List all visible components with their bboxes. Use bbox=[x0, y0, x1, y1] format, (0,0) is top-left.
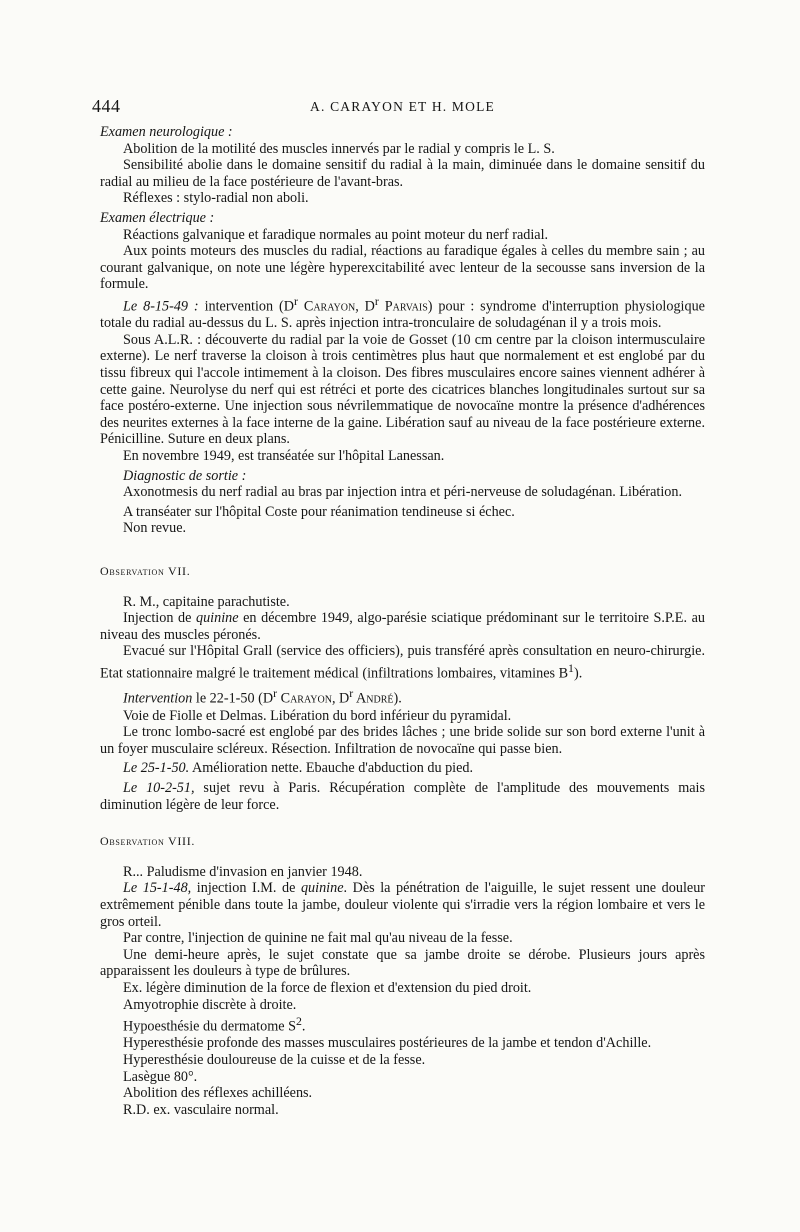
exam-elec-line: Aux points moteurs des muscles du radial, réactions au faradique égales à celles du membre sain ; au courant galvanique, on note une légère hyperexcitabilité avec lenteur de la secousse sans inversion de la formule. bbox=[100, 243, 705, 293]
exam-neuro-line: Réflexes : stylo-radial non aboli. bbox=[123, 190, 309, 207]
paragraph: Une demi-heure après, le sujet constate que sa jambe droite se dérobe. Plusieurs jours après apparaissent les douleurs à type de brûlures. bbox=[100, 946, 705, 980]
observation-heading bbox=[100, 563, 705, 580]
paragraph: R.D. ex. vasculaire normal. bbox=[123, 1101, 279, 1118]
surgeon-name: Carayon bbox=[297, 298, 356, 315]
paragraph: Hyperesthésie profonde des masses musculaires postérieures de la jambe et tendon d'Achille. bbox=[123, 1035, 652, 1052]
paragraph bbox=[100, 780, 705, 813]
paragraph bbox=[100, 1013, 705, 1035]
text: Amélioration nette. Ebauche d'abduction du pied. bbox=[189, 760, 474, 777]
text: injection I.M. de bbox=[191, 880, 301, 897]
date: Le 15-1-48, bbox=[123, 880, 192, 897]
paragraph: Par contre, l'injection de quinine ne fait mal qu'au niveau de la fesse. bbox=[123, 930, 513, 947]
text: sujet revu à Paris. Récupération complète de l'amplitude des mouvements mais diminution légère de leur force. bbox=[100, 779, 705, 813]
surgeon-name: Carayon bbox=[277, 691, 332, 708]
drug-name: quinine bbox=[300, 880, 344, 897]
text: Injection de bbox=[123, 610, 196, 627]
exam-neuro-line: Sensibilité abolie dans le domaine sensitif du radial à la main, diminuée dans le domaine sensitif du radial au milieu de la face postérieure de l'avant-bras. bbox=[100, 157, 705, 190]
page-body bbox=[100, 124, 705, 1118]
followup-line: A transéater sur l'hôpital Coste pour réanimation tendineuse si échec. bbox=[123, 503, 515, 520]
intervention-date: Le 8-15-49 : bbox=[123, 298, 199, 315]
text: , D bbox=[355, 298, 375, 315]
date: Le 25-1-50. bbox=[123, 760, 190, 777]
text: intervention (D bbox=[198, 298, 294, 315]
surgeon-name: André bbox=[353, 691, 394, 708]
exam-neuro-heading: Examen neurologique : bbox=[100, 124, 233, 140]
diagnosis-heading: Diagnostic de sortie : bbox=[123, 467, 247, 484]
superscript: 2 bbox=[295, 1014, 302, 1029]
text: . bbox=[301, 1018, 306, 1035]
superscript: r bbox=[294, 293, 298, 308]
heading-text: Observation VII. bbox=[100, 563, 191, 578]
surgeon-name: Parvais bbox=[378, 298, 428, 315]
intervention-label: Intervention bbox=[123, 691, 193, 708]
text: Evacué sur l'Hôpital Grall (service des officiers), puis transféré après consultation en neuro-chirurgie. Etat stationnaire malgré le traitement médical (infiltrations lombaires, vitamines B bbox=[100, 643, 705, 682]
superscript: r bbox=[374, 293, 379, 308]
drug-name: quinine bbox=[195, 610, 239, 627]
paragraph: Ex. légère diminution de la force de flexion et d'extension du pied droit. bbox=[123, 979, 532, 996]
exam-elec-line: Réactions galvanique et faradique normales au point moteur du nerf radial. bbox=[123, 226, 549, 243]
paragraph: Hyperesthésie douloureuse de la cuisse et de la fesse. bbox=[123, 1052, 426, 1069]
text: le 22-1-50 (D bbox=[192, 691, 274, 708]
operation-paragraph: Sous A.L.R. : découverte du radial par la voie de Gosset (10 cm centre par la cloison intermusculaire externe). Le nerf traverse la cloison à trois centimètres plus haut que normalement et est englobé par du tissu fibreux qui l'accole intimement à la cloison. Des fibres musculaires encore saines viennent adhérer à cette gaine. Neurolyse du nerf qui est rétréci et porte des cicatrices blanches longitudinales surtout sur sa face postéro-externe. Une injection sous névrilemmatique de novocaïne montre la présence d'adhérences des neurites externes à la face interne de la gaine. Libération sauf au niveau de la face postérieure externe. Pénicilline. Suture en deux plans. bbox=[100, 331, 705, 448]
superscript: r bbox=[349, 686, 354, 701]
text: ). bbox=[573, 665, 583, 682]
text: en décembre 1949, algo-parésie sciatique prédominant sur le territoire S.P.E. au niveau des muscles péronés. bbox=[100, 610, 705, 643]
paragraph: Amyotrophie discrète à droite. bbox=[123, 996, 297, 1013]
paragraph bbox=[100, 760, 705, 777]
text: , D bbox=[331, 691, 350, 708]
patient-line: R. M., capitaine parachutiste. bbox=[123, 593, 290, 610]
transfer-paragraph: En novembre 1949, est transéatée sur l'hôpital Lanessan. bbox=[123, 448, 445, 465]
date: Le 10-2-51, bbox=[123, 779, 195, 796]
paragraph: Voie de Fiolle et Delmas. Libération du bord inférieur du pyramidal. bbox=[123, 707, 512, 724]
patient-line: R... Paludisme d'invasion en janvier 1948. bbox=[123, 863, 363, 880]
text: Hypoesthésie du dermatome S bbox=[123, 1018, 296, 1035]
paragraph bbox=[100, 880, 705, 930]
text: ). bbox=[393, 691, 402, 708]
paragraph: Lasègue 80°. bbox=[123, 1068, 198, 1085]
superscript: 1 bbox=[568, 660, 574, 675]
page-header bbox=[92, 96, 712, 118]
paragraph bbox=[100, 610, 705, 643]
superscript: r bbox=[273, 686, 278, 701]
intervention-paragraph bbox=[100, 293, 705, 332]
followup-line: Non revue. bbox=[123, 520, 187, 537]
diagnosis-text: Axonotmesis du nerf radial au bras par injection intra et péri-nerveuse de soludagénan. Libération. bbox=[123, 484, 683, 501]
text: ) pour : syndrome d'interruption physiologique totale du radial au-dessus du L. S. après injection intra-tronculaire de soludagénan il y a trois mois. bbox=[100, 298, 705, 332]
text: . Dès la pénétration de l'aiguille, le sujet ressent une douleur extrêmement pénible dans toute la jambe, douleur violente qui s'irradie vers la région lombaire et vers le gros orteil. bbox=[100, 880, 706, 930]
paragraph bbox=[100, 643, 705, 682]
paragraph: Abolition des réflexes achilléens. bbox=[123, 1085, 313, 1102]
exam-elec-heading: Examen électrique : bbox=[100, 209, 215, 226]
exam-neuro-line: Abolition de la motilité des muscles innervés par le radial y compris le L. S. bbox=[123, 140, 555, 157]
intervention-paragraph bbox=[100, 685, 705, 707]
running-title: A. CARAYON ET H. MOLE bbox=[310, 99, 495, 114]
observation-heading bbox=[100, 833, 705, 850]
heading-text: Observation VIII. bbox=[100, 834, 196, 849]
paragraph: Le tronc lombo-sacré est englobé par des brides lâches ; une bride solide sur son bord externe l'unit à un foyer musculaire scléreux. Résection. Infiltration de novocaïne qui passe bien. bbox=[100, 724, 705, 757]
page-number: 444 bbox=[92, 96, 121, 116]
